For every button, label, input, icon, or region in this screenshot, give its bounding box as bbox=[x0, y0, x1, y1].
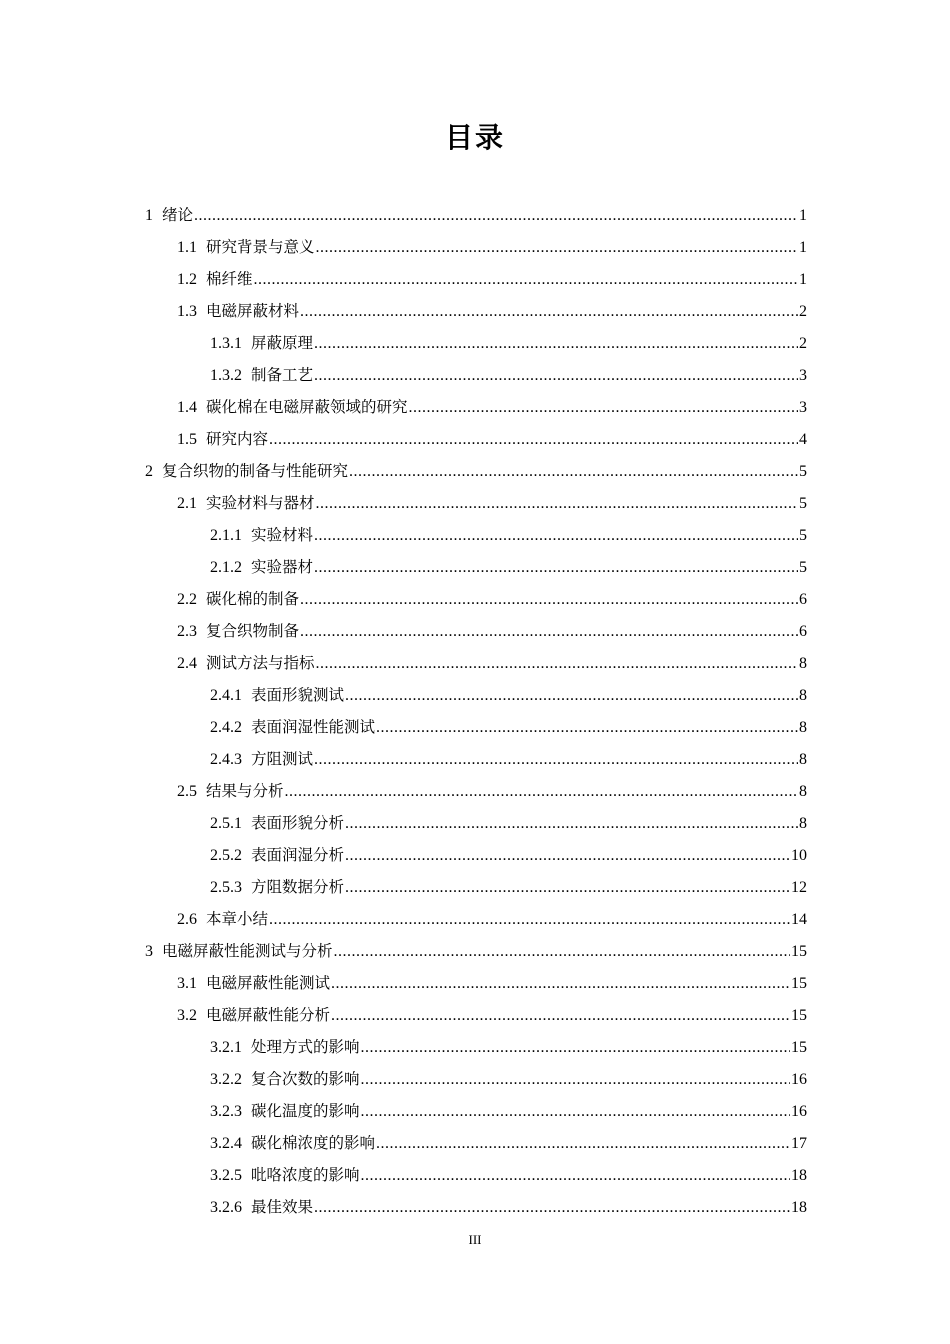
toc-entry[interactable] bbox=[177, 903, 807, 935]
toc-entry-page: 1 bbox=[799, 207, 807, 224]
toc-entry-title: 电磁屏蔽性能分析 bbox=[206, 1006, 331, 1024]
toc-entry-number: 3.2.2 bbox=[210, 1071, 242, 1088]
toc-entry[interactable] bbox=[177, 775, 807, 807]
toc-entry-page: 8 bbox=[799, 751, 807, 768]
toc-entry-page: 1 bbox=[799, 271, 807, 288]
toc-dot-leader bbox=[314, 520, 798, 552]
toc-entry-number: 2.3 bbox=[177, 623, 197, 640]
toc-dot-leader bbox=[300, 616, 798, 648]
toc-entry-title: 屏蔽原理 bbox=[251, 334, 314, 352]
toc-entry[interactable] bbox=[210, 871, 807, 903]
toc-entry-page: 18 bbox=[791, 1199, 807, 1216]
toc-entry-title: 制备工艺 bbox=[251, 366, 314, 384]
toc-entry[interactable] bbox=[210, 327, 807, 359]
toc-entry-title: 表面润湿性能测试 bbox=[251, 718, 376, 736]
toc-entry[interactable] bbox=[177, 231, 807, 263]
toc-dot-leader bbox=[316, 648, 798, 680]
toc-entry-title: 复合织物的制备与性能研究 bbox=[162, 462, 349, 480]
toc-dot-leader bbox=[300, 584, 798, 616]
toc-dot-leader bbox=[314, 744, 798, 776]
toc-entry-page: 8 bbox=[799, 655, 807, 672]
toc-entry-page: 15 bbox=[791, 1007, 807, 1024]
toc-entry-page: 5 bbox=[799, 559, 807, 576]
toc-entry[interactable] bbox=[210, 839, 807, 871]
toc-entry-title: 电磁屏蔽材料 bbox=[206, 302, 300, 320]
toc-entry-number: 3 bbox=[145, 943, 153, 960]
toc-entry-page: 12 bbox=[791, 879, 807, 896]
toc-entry[interactable] bbox=[177, 263, 807, 295]
toc-entry-number: 3.2.6 bbox=[210, 1199, 242, 1216]
toc-dot-leader bbox=[345, 808, 798, 840]
toc-entry[interactable] bbox=[177, 967, 807, 999]
toc-dot-leader bbox=[314, 328, 798, 360]
toc-entry-number: 2.1.2 bbox=[210, 559, 242, 576]
toc-entry[interactable] bbox=[210, 1127, 807, 1159]
toc-entry[interactable] bbox=[210, 519, 807, 551]
toc-entry-number: 3.1 bbox=[177, 975, 197, 992]
toc-entry-page: 10 bbox=[791, 847, 807, 864]
toc-entry-title: 研究背景与意义 bbox=[206, 238, 315, 256]
toc-entry-title: 碳化温度的影响 bbox=[251, 1102, 360, 1120]
toc-entry-title: 吡咯浓度的影响 bbox=[251, 1166, 360, 1184]
toc-entry-title: 电磁屏蔽性能测试与分析 bbox=[162, 942, 333, 960]
toc-dot-leader bbox=[194, 200, 798, 232]
toc-entry-number: 2.4 bbox=[177, 655, 197, 672]
toc-entry-page: 15 bbox=[791, 1039, 807, 1056]
toc-entry-number: 1.3 bbox=[177, 303, 197, 320]
toc-entry-number: 3.2.1 bbox=[210, 1039, 242, 1056]
toc-entry-page: 3 bbox=[799, 367, 807, 384]
toc-entry-number: 2.4.1 bbox=[210, 687, 242, 704]
toc-entry-title: 碳化棉的制备 bbox=[206, 590, 300, 608]
toc-dot-leader bbox=[409, 392, 798, 424]
toc-dot-leader bbox=[349, 456, 798, 488]
toc-entry-page: 8 bbox=[799, 815, 807, 832]
toc-entry-page: 3 bbox=[799, 399, 807, 416]
toc-entry[interactable] bbox=[145, 455, 807, 487]
toc-entry-page: 5 bbox=[799, 527, 807, 544]
toc-entry-number: 2.4.2 bbox=[210, 719, 242, 736]
toc-entry-title: 方阻测试 bbox=[251, 750, 314, 768]
toc-dot-leader bbox=[316, 232, 798, 264]
toc-entry[interactable] bbox=[210, 1191, 807, 1223]
toc-dot-leader bbox=[300, 296, 798, 328]
toc-entry-page: 8 bbox=[799, 719, 807, 736]
toc-dot-leader bbox=[331, 968, 790, 1000]
toc-dot-leader bbox=[361, 1064, 790, 1096]
toc-entry[interactable] bbox=[210, 679, 807, 711]
toc-entry[interactable] bbox=[210, 711, 807, 743]
toc-dot-leader bbox=[345, 680, 798, 712]
toc-entry-title: 碳化棉在电磁屏蔽领域的研究 bbox=[206, 398, 408, 416]
toc-entry-number: 1.3.2 bbox=[210, 367, 242, 384]
page-title: 目录 bbox=[444, 121, 505, 154]
toc-entry-number: 2.2 bbox=[177, 591, 197, 608]
toc-dot-leader bbox=[314, 1192, 790, 1224]
toc-entry-page: 5 bbox=[799, 495, 807, 512]
toc-entry-title: 表面形貌测试 bbox=[251, 686, 345, 704]
toc-entry[interactable] bbox=[210, 1063, 807, 1095]
toc-entry-page: 2 bbox=[799, 335, 807, 352]
toc-entry-title: 表面润湿分析 bbox=[251, 846, 345, 864]
page-number-footer: III bbox=[468, 1232, 482, 1247]
toc-entry-page: 4 bbox=[799, 431, 807, 448]
toc-entry-title: 实验器材 bbox=[251, 558, 314, 576]
toc-dot-leader bbox=[269, 424, 798, 456]
toc-entry[interactable] bbox=[210, 551, 807, 583]
toc-entry-page: 16 bbox=[791, 1103, 807, 1120]
toc-entry-number: 3.2.3 bbox=[210, 1103, 242, 1120]
toc-entry[interactable] bbox=[177, 647, 807, 679]
toc-entry-number: 1.2 bbox=[177, 271, 197, 288]
toc-dot-leader bbox=[331, 1000, 790, 1032]
toc-entry-title: 方阻数据分析 bbox=[251, 878, 345, 896]
toc-entry-number: 1.5 bbox=[177, 431, 197, 448]
toc-entry-title: 实验材料 bbox=[251, 526, 314, 544]
toc-entry-page: 2 bbox=[799, 303, 807, 320]
toc-entry-number: 2.6 bbox=[177, 911, 197, 928]
toc-entry-page: 14 bbox=[791, 911, 807, 928]
toc-entry-title: 实验材料与器材 bbox=[206, 494, 315, 512]
toc-entry-number: 2.5 bbox=[177, 783, 197, 800]
toc-entry-page: 17 bbox=[791, 1135, 807, 1152]
toc-entry-title: 结果与分析 bbox=[206, 782, 284, 800]
toc-entry-number: 1.1 bbox=[177, 239, 197, 256]
toc-entry[interactable] bbox=[177, 487, 807, 519]
toc-dot-leader bbox=[334, 936, 790, 968]
toc-entry-number: 2.1 bbox=[177, 495, 197, 512]
toc-entry-title: 棉纤维 bbox=[206, 270, 253, 288]
toc-entry-page: 16 bbox=[791, 1071, 807, 1088]
toc-entry-page: 8 bbox=[799, 687, 807, 704]
toc-dot-leader bbox=[361, 1032, 790, 1064]
toc-dot-leader bbox=[345, 872, 790, 904]
toc-dot-leader bbox=[285, 776, 798, 808]
toc-entry-number: 1.3.1 bbox=[210, 335, 242, 352]
toc-entry[interactable] bbox=[210, 359, 807, 391]
toc-entry[interactable] bbox=[177, 423, 807, 455]
toc-entry-page: 5 bbox=[799, 463, 807, 480]
toc-dot-leader bbox=[345, 840, 790, 872]
toc-entry-page: 6 bbox=[799, 591, 807, 608]
toc-dot-leader bbox=[314, 552, 798, 584]
toc-entry[interactable] bbox=[177, 295, 807, 327]
toc-entry[interactable] bbox=[210, 743, 807, 775]
toc-entry-title: 复合次数的影响 bbox=[251, 1070, 360, 1088]
toc-entry-number: 3.2 bbox=[177, 1007, 197, 1024]
toc-dot-leader bbox=[361, 1160, 790, 1192]
toc-entry-number: 1.4 bbox=[177, 399, 197, 416]
toc-entry[interactable] bbox=[210, 1159, 807, 1191]
toc-entry-number: 2.5.1 bbox=[210, 815, 242, 832]
toc-entry-title: 测试方法与指标 bbox=[206, 654, 315, 672]
toc-entry-number: 2.5.3 bbox=[210, 879, 242, 896]
toc-entry-title: 处理方式的影响 bbox=[251, 1038, 360, 1056]
toc-entry[interactable] bbox=[177, 999, 807, 1031]
toc-dot-leader bbox=[376, 1128, 790, 1160]
toc-entry-page: 6 bbox=[799, 623, 807, 640]
toc-entry[interactable] bbox=[145, 199, 807, 231]
toc-entry-title: 复合织物制备 bbox=[206, 622, 300, 640]
toc-entry-number: 2.5.2 bbox=[210, 847, 242, 864]
toc-entry[interactable] bbox=[177, 583, 807, 615]
toc-entry-page: 15 bbox=[791, 975, 807, 992]
toc-dot-leader bbox=[316, 488, 798, 520]
toc-entry-title: 碳化棉浓度的影响 bbox=[251, 1134, 376, 1152]
toc-entry-title: 电磁屏蔽性能测试 bbox=[206, 974, 331, 992]
toc-entry-number: 2.4.3 bbox=[210, 751, 242, 768]
toc-dot-leader bbox=[314, 360, 798, 392]
toc-entry[interactable] bbox=[210, 1031, 807, 1063]
toc-entry[interactable] bbox=[145, 935, 807, 967]
toc-entry-page: 1 bbox=[799, 239, 807, 256]
toc-entry-number: 2 bbox=[145, 463, 153, 480]
toc-entry[interactable] bbox=[177, 391, 807, 423]
toc-entry-number: 1 bbox=[145, 207, 153, 224]
toc-entry-number: 2.1.1 bbox=[210, 527, 242, 544]
toc-entry-title: 最佳效果 bbox=[251, 1198, 314, 1216]
toc-dot-leader bbox=[254, 264, 798, 296]
toc-dot-leader bbox=[361, 1096, 790, 1128]
toc-dot-leader bbox=[376, 712, 798, 744]
toc-dot-leader bbox=[269, 904, 790, 936]
toc-entry-page: 18 bbox=[791, 1167, 807, 1184]
toc-entry-title: 表面形貌分析 bbox=[251, 814, 345, 832]
toc-entry-page: 15 bbox=[791, 943, 807, 960]
toc-entry-number: 3.2.4 bbox=[210, 1135, 242, 1152]
toc-entry[interactable] bbox=[177, 615, 807, 647]
toc-entry-page: 8 bbox=[799, 783, 807, 800]
toc-entry[interactable] bbox=[210, 807, 807, 839]
toc-entry-title: 绪论 bbox=[162, 206, 194, 224]
toc-entry-number: 3.2.5 bbox=[210, 1167, 242, 1184]
toc-entry-title: 研究内容 bbox=[206, 430, 269, 448]
toc-entry-title: 本章小结 bbox=[206, 910, 269, 928]
toc-entry[interactable] bbox=[210, 1095, 807, 1127]
